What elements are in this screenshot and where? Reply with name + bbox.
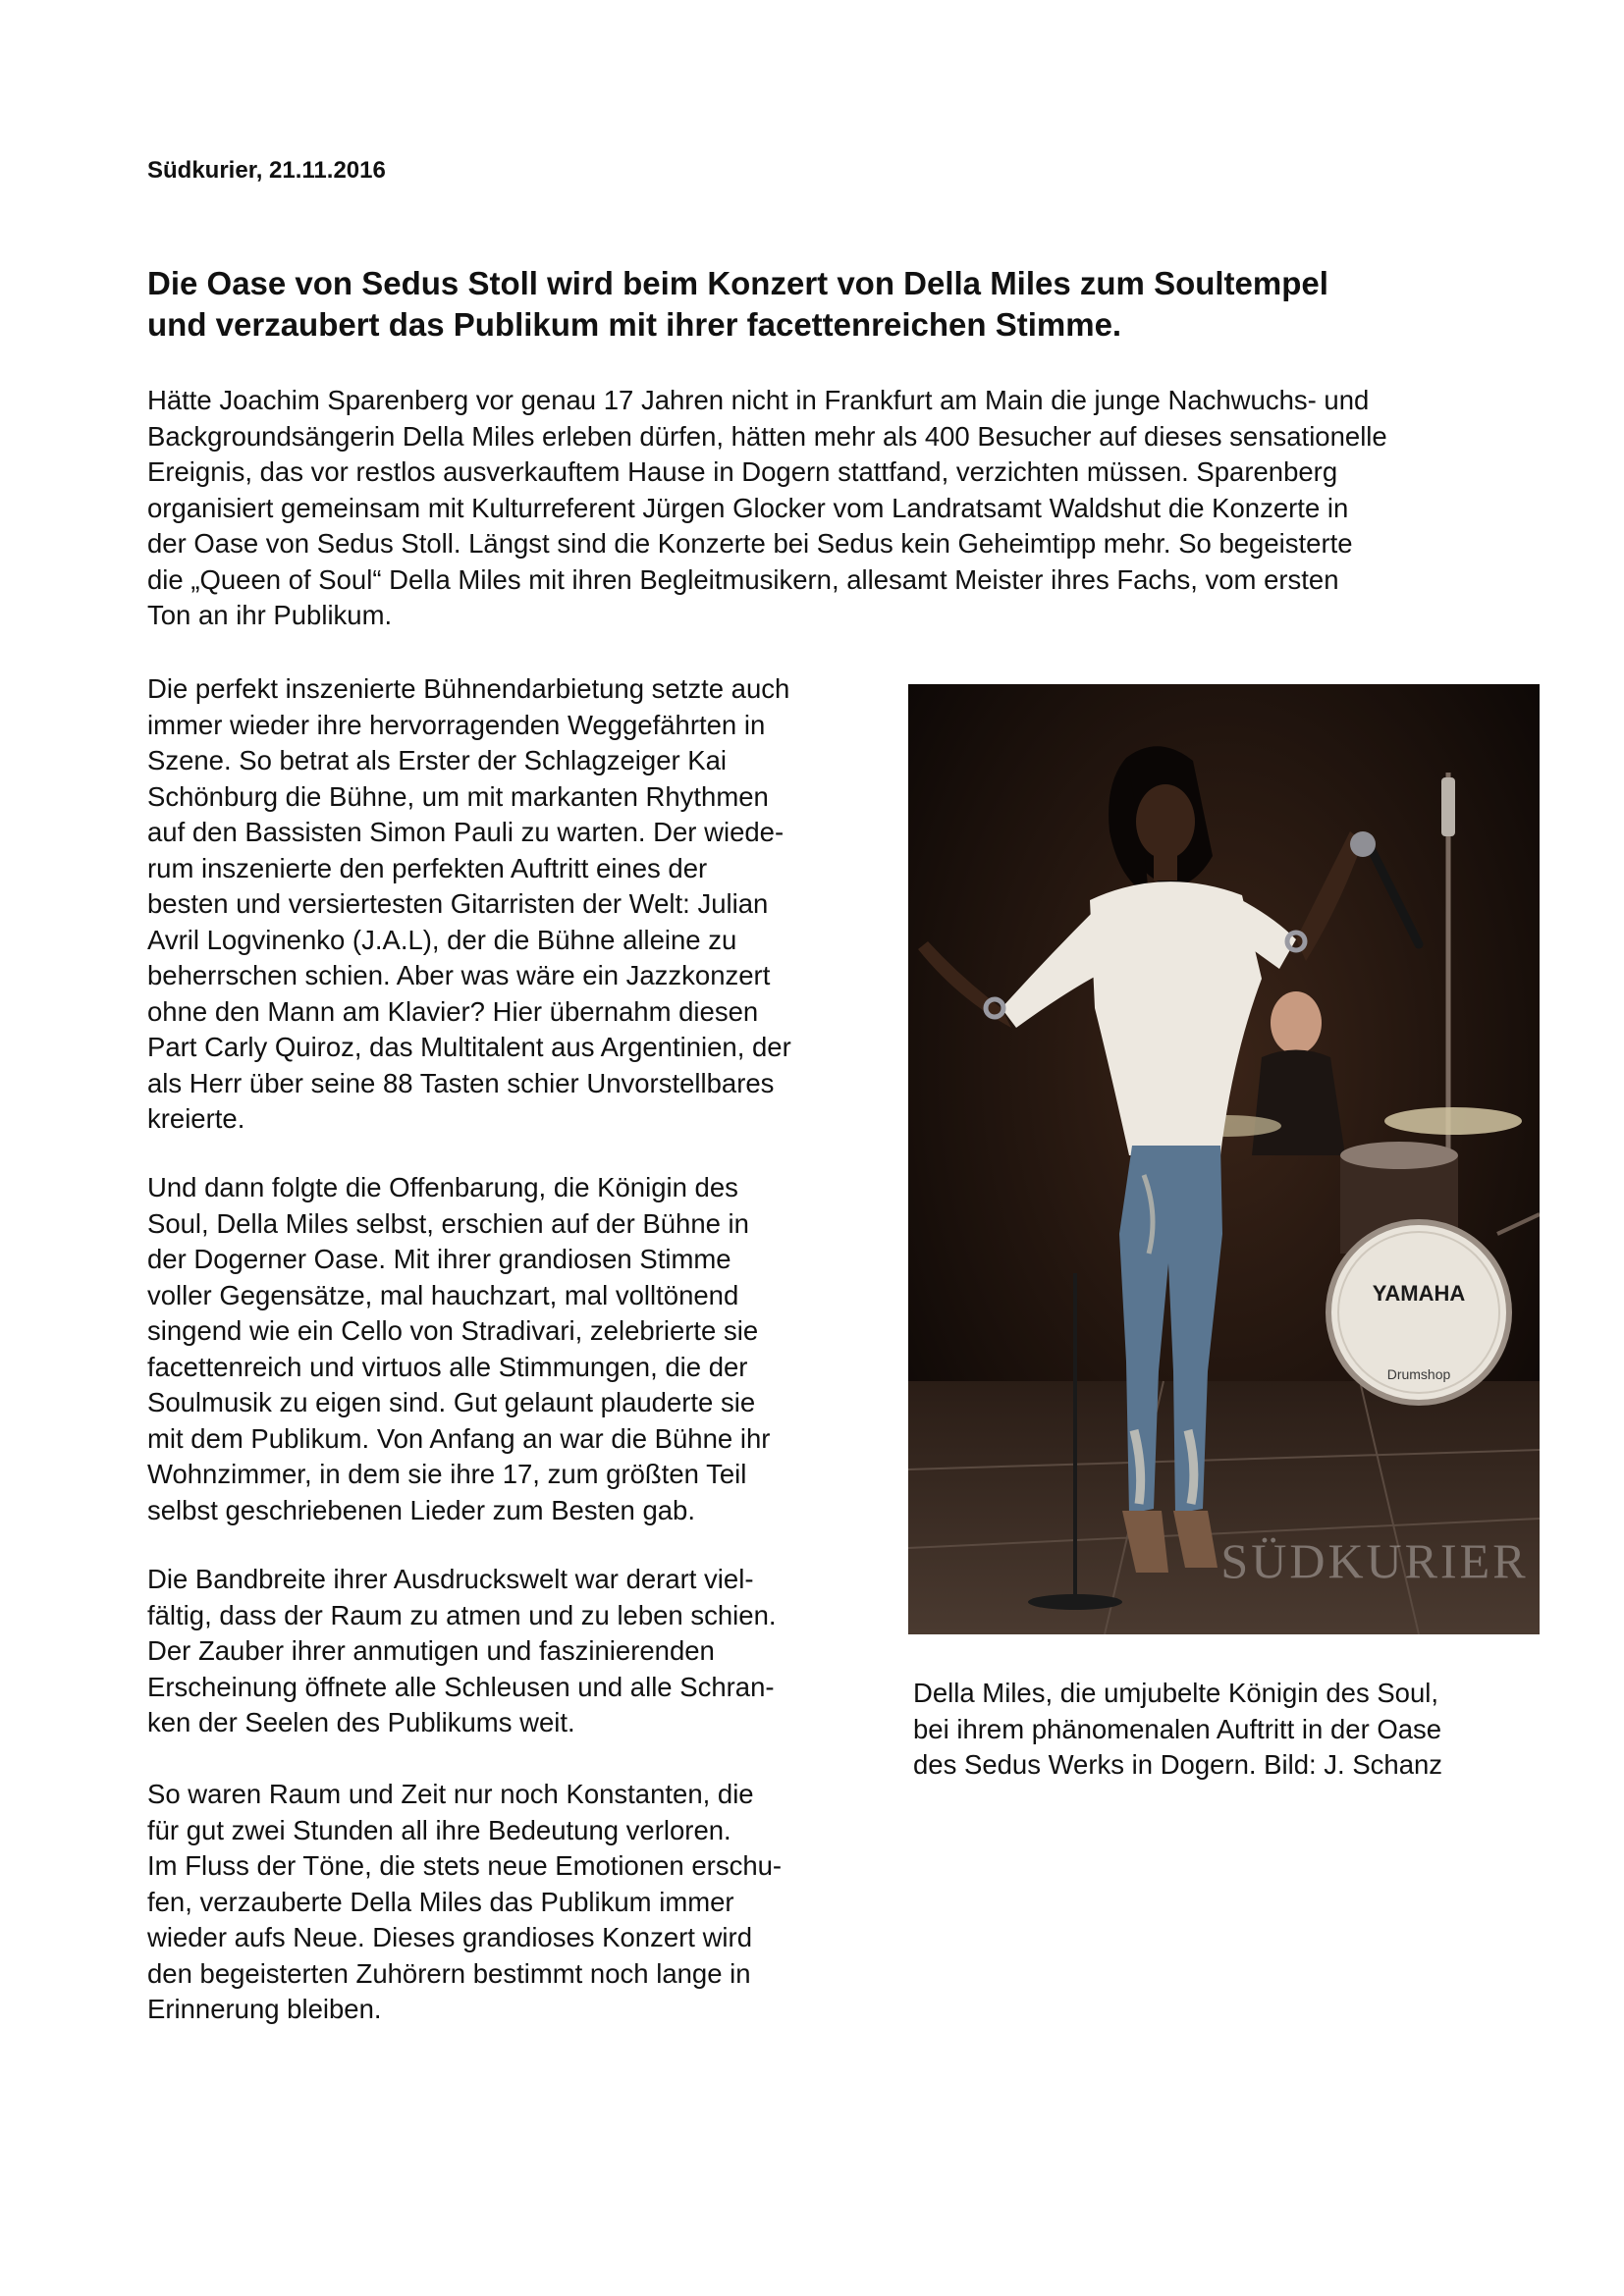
body-line: immer wieder ihre hervorragenden Weggefährten in xyxy=(147,709,766,740)
stage-floor xyxy=(908,1381,1540,1634)
body-line: Im Fluss der Töne, die stets neue Emotionen erschu- xyxy=(147,1850,783,1881)
source-line: Südkurier, 21.11.2016 xyxy=(147,157,386,184)
body-line: besten und versiertesten Gitarristen der Welt: Julian xyxy=(147,888,769,919)
body-line: selbst geschriebenen Lieder zum Besten gab. xyxy=(147,1494,695,1525)
photo-watermark: SÜDKURIER xyxy=(1220,1533,1529,1588)
body-line: Wohnzimmer, in dem sie ihre 17, zum größten Teil xyxy=(147,1459,747,1489)
drum-shop-label: Drumshop xyxy=(1386,1366,1451,1382)
body-line: für gut zwei Stunden all ihre Bedeutung verloren. xyxy=(147,1814,731,1845)
body-line: beherrschen schien. Aber was wäre ein Jazzkonzert xyxy=(147,960,771,990)
drum-brand-label: YAMAHA xyxy=(1372,1281,1466,1306)
body-line: Erscheinung öffnete alle Schleusen und alle Schran- xyxy=(147,1671,775,1702)
body-line: kreierte. xyxy=(147,1103,245,1134)
body-line: Und dann folgte die Offenbarung, die Königin des xyxy=(147,1172,738,1202)
body-paragraph-expression xyxy=(147,1562,879,1741)
body-paragraph-closing xyxy=(147,1777,879,2028)
caption-line: bei ihrem phänomenalen Auftritt in der Oase xyxy=(913,1713,1442,1744)
body-paragraph-performance xyxy=(147,1170,879,1528)
body-line: Avril Logvinenko (J.A.L), der die Bühne alleine zu xyxy=(147,924,737,955)
body-line: ohne den Mann am Klavier? Hier übernahm diesen xyxy=(147,995,759,1027)
body-line: wieder aufs Neue. Dieses grandioses Konzert wird xyxy=(147,1922,752,1952)
body-line: Part Carly Quiroz, das Multitalent aus Argentinien, der xyxy=(147,1032,791,1062)
lead-line: Hätte Joachim Sparenberg vor genau 17 Jahren nicht in Frankfurt am Main die junge Nachwuchs- und xyxy=(147,385,1370,415)
body-line: facettenreich und virtuos alle Stimmungen, die der xyxy=(147,1351,748,1382)
headline-line: und verzaubert das Publikum mit ihrer facettenreichen Stimme. xyxy=(147,306,1122,343)
headline-line: Die Oase von Sedus Stoll wird beim Konzert von Della Miles zum Soultempel xyxy=(147,265,1328,301)
lead-line: Ton an ihr Publikum. xyxy=(147,600,393,630)
body-line: Schönburg die Bühne, um mit markanten Rhythmen xyxy=(147,780,769,812)
body-line: fen, verzauberte Della Miles das Publikum immer xyxy=(147,1886,734,1917)
lead-line: organisiert gemeinsam mit Kulturreferent Jürgen Glocker vom Landratsamt Waldshut die Konzerte in xyxy=(147,492,1349,523)
body-line: rum inszenierte den perfekten Auftritt eines der xyxy=(147,852,708,883)
body-line: Erinnerung bleiben. xyxy=(147,1994,382,2024)
body-line: So waren Raum und Zeit nur noch Konstanten, die xyxy=(147,1779,754,1809)
body-line: auf den Bassisten Simon Pauli zu warten. Der wiede- xyxy=(147,817,785,847)
body-line: Die perfekt inszenierte Bühnendarbietung setzte auch xyxy=(147,673,790,704)
lead-line: der Oase von Sedus Stoll. Längst sind die Konzerte bei Sedus kein Geheimtipp mehr. So begeisterte xyxy=(147,528,1353,559)
lead-line: Ereignis, das vor restlos ausverkauftem Hause in Dogern stattfand, verzichten müssen. Sparenberg xyxy=(147,456,1338,487)
body-line: mit dem Publikum. Von Anfang an war die Bühne ihr xyxy=(147,1422,771,1454)
photo-caption xyxy=(913,1676,1542,1784)
lead-paragraph xyxy=(147,383,1502,634)
body-line: den begeisterten Zuhörern bestimmt noch lange in xyxy=(147,1957,751,1989)
body-line: als Herr über seine 88 Tasten schier Unvorstellbares xyxy=(147,1067,775,1098)
caption-line: des Sedus Werks in Dogern. Bild: J. Schanz xyxy=(913,1749,1443,1780)
body-line: Soul, Della Miles selbst, erschien auf der Bühne in xyxy=(147,1207,749,1239)
caption-line: Della Miles, die umjubelte Königin des Soul, xyxy=(913,1678,1439,1708)
body-line: fältig, dass der Raum zu atmen und zu leben schien. xyxy=(147,1599,777,1630)
body-line: ken der Seelen des Publikums weit. xyxy=(147,1707,575,1737)
body-line: Der Zauber ihrer anmutigen und faszinierenden xyxy=(147,1635,715,1666)
lead-line: Backgroundsängerin Della Miles erleben dürfen, hätten mehr als 400 Besucher auf dieses sensationelle xyxy=(147,420,1387,452)
body-line: Die Bandbreite ihrer Ausdruckswelt war derart viel- xyxy=(147,1564,754,1594)
lead-line: die „Queen of Soul“ Della Miles mit ihren Begleitmusikern, allesamt Meister ihres Fachs, vom ersten xyxy=(147,563,1339,595)
drummer xyxy=(1271,991,1322,1054)
body-line: Soulmusik zu eigen sind. Gut gelaunt plauderte sie xyxy=(147,1387,756,1417)
body-line: Szene. So betrat als Erster der Schlagzeiger Kai xyxy=(147,745,728,775)
concert-photo xyxy=(908,684,1540,1634)
article-headline xyxy=(147,263,1502,346)
body-line: voller Gegensätze, mal hauchzart, mal volltönend xyxy=(147,1279,739,1310)
body-paragraph-band xyxy=(147,671,879,1138)
body-line: der Dogerner Oase. Mit ihrer grandiosen Stimme xyxy=(147,1244,731,1274)
body-line: singend wie ein Cello von Stradivari, zelebrierte sie xyxy=(147,1315,759,1346)
